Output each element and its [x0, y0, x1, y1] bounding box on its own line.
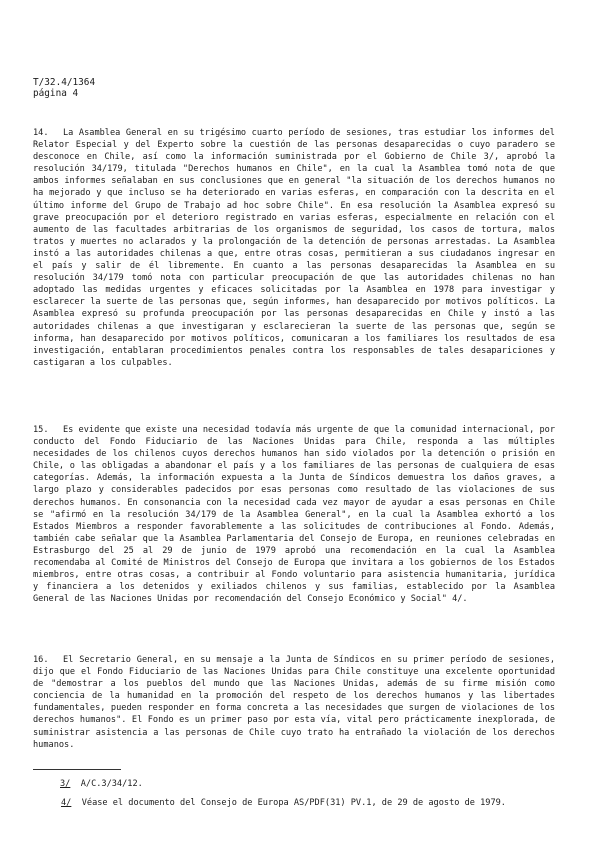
paragraph-text: La Asamblea General en su trigésimo cuarto período de sesiones, tras estudiar los informes del Relator Especial y del Experto sobre la cuestión de las personas desaparecidas o cuyo paradero se desconoce en Chile, así como la información suministrada por el Gobierno de Chile 3/, aprobó la resolución 34/179, titulada "Derechos humanos en Chile", en la cual la Asamblea tomó nota de que ambos informes señalaban en sus conclusiones que en general "la situación de los derechos humanos no ha mejorado y que incluso se ha deteriorado en varias esferas, en comparación con la descrita en el último informe del Grupo de Trabajo ad hoc sobre Chile". En esa resolución la Asamblea expresó su grave preocupación por el deterioro registrado en varias esferas, especialmente en relación con el aumento de las facultades arbitrarias de los organismos de seguridad, los casos de tortura, malos tratos y muertes no aclarados y la prolongación de la detención de personas arrestadas. La Asamblea instó a las autoridades chilenas a que, entre otras cosas, permitieran a sus ciudadanos ingresar en el país y salir de él libremente. En cuanto a las personas desaparecidas la Asamblea en su resolución 34/179 tomó nota con particular preocupación de que las autoridades chilenas no han adoptado las medidas urgentes y eficaces solicitadas por la Asamblea en 1978 para investigar y esclarecer la suerte de las personas que, según informes, han desaparecido por motivos políticos. La Asamblea expresó su profunda preocupación por las personas desaparecidas en Chile y instó a las autoridades chilenas a que investigaran y esclarecieran la suerte de las personas que, según se informa, han desaparecido por motivos políticos, comunicaran a los familiares los resultados de esa investigación, entablaran procedimientos penales contra los responsables de tales desapariciones y castigaran a los culpables. — [33, 128, 555, 368]
footnote-marker: 4/ — [61, 798, 72, 808]
footnote-separator — [33, 769, 121, 770]
footnote-text: Véase el documento del Consejo de Europa AS/PDF(31) PV.1, de 29 de agosto de 1979. — [81, 798, 506, 808]
footnote-4 — [33, 797, 555, 809]
paragraph-number: 15. — [33, 425, 49, 435]
paragraph-16 — [33, 654, 555, 751]
footnote-text: A/C.3/34/12. — [80, 779, 143, 789]
paragraph-15 — [33, 424, 555, 605]
paragraph-14 — [33, 127, 555, 369]
paragraph-number: 16. — [33, 655, 49, 665]
paragraph-number: 14. — [33, 128, 49, 138]
footnote-3 — [60, 778, 143, 790]
paragraph-text: Es evidente que existe una necesidad todavía más urgente de que la comunidad internacional, por conducto del Fondo Fiduciario de las Naciones Unidas para Chile, responda a las múltiples necesidades de los chilenos cuyos derechos humanos han sido violados por la detención o prisión en Chile, o las obligadas a abandonar el país y a los familiares de las personas de cualquiera de esas categorías. Además, la información expuesta a la Junta de Síndicos demuestra los daños graves, a largo plazo y considerables padecidos por esas personas como resultado de las violaciones de sus derechos humanos. En consonancia con la necesidad cada vez mayor de ayudar a esas personas en Chile se "afirmó en la resolución 34/179 de la Asamblea General", en la cual la Asamblea exhortó a los Estados Miembros a responder favorablemente a las solicitudes de contribuciones al Fondo. Además, también cabe señalar que la Asamblea Parlamentaria del Consejo de Europa, en reuniones celebradas en Estrasburgo del 25 al 29 de junio de 1979 aprobó una recomendación en la cual la Asamblea recomendaba al Comité de Ministros del Consejo de Europa que invitara a los gobiernos de los Estados miembros, entre otras cosas, a contribuir al Fondo voluntario para asistencia humanitaria, jurídica y financiera a los detenidos y exiliados chilenos y sus familias, establecido por la Asamblea General de las Naciones Unidas por recomendación del Consejo Económico y Social" 4/. — [33, 425, 555, 605]
document-code: T/32.4/1364 — [33, 77, 96, 88]
footnote-marker: 3/ — [60, 779, 71, 789]
document-header — [33, 77, 95, 99]
page-number: página 4 — [33, 88, 79, 99]
paragraph-text: El Secretario General, en su mensaje a la Junta de Síndicos en su primer período de sesiones, dijo que el Fondo Fiduciario de las Naciones Unidas para Chile constituye una excelente oportunidad de "demostrar a los pueblos del mundo que las Naciones Unidas, además de su firme misión como conciencia de la humanidad en la promoción del respeto de los derechos humanos y las libertades fundamentales, pueden responder en forma concreta a las necesidades que surgen de violaciones de los derechos humanos". El Fondo es un primer paso por esta vía, vital pero prácticamente inexplorada, de suministrar asistencia a las personas de Chile cuyo trato ha entrañado la violación de los derechos humanos. — [33, 655, 555, 750]
